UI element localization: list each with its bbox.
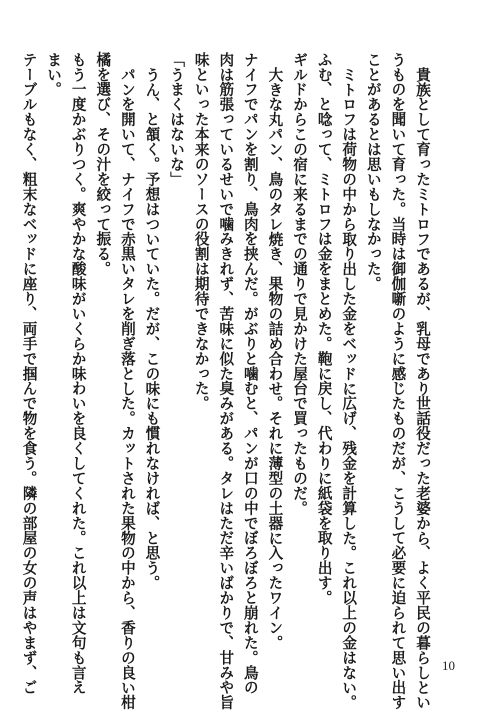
text-line-1: 貴族として育ったミトロフであるが、乳母であり世話役だった老婆から、よく平民の暮らしとい: [414, 66, 431, 710]
text-line-10: 味といった本来のソースの役割は期待できなかった。: [192, 52, 210, 411]
text-line-7: 大きな丸パン、鳥のタレ焼き、果物の詰め合わせ。それに薄型の土器に入ったワイン。: [266, 66, 284, 650]
page-number: 10: [442, 658, 455, 673]
text-line-12: うん、と頷く。予想はついていた。だが、この味にも慣れなければ、と思う。: [143, 66, 161, 590]
text-line-13: パンを開いて、ナイフで赤黒いタレを削ぎ落とした。カットされた果物の中から、香りの良い柑: [118, 66, 136, 710]
text-line-15: もう一度かぶりつく。爽やかな酸味がいくらか味わいを良くしてくれた。これ以上は文句も言え: [69, 52, 87, 695]
text-line-6: ギルドからこの宿に来るまでの通りで見かけた屋台で買ったものだ。: [291, 52, 309, 516]
text-line-3: ことがあるとは思いもしなかった。: [364, 52, 382, 292]
text-line-17: テーブルもなく、粗末なベッドに座り、両手で掴んで物を食う。隣の部屋の女の声はやまず、ご: [20, 52, 38, 695]
text-line-11: 「うまくはないな」: [168, 52, 186, 187]
text-line-5: ふむ、と唸って、ミトロフは金をまとめた。鞄に戻し、代わりに紙袋を取り出す。: [315, 52, 333, 606]
text-line-2: うものを聞いて育った。当時は御伽噺のように感じたものだが、こうして必要に迫られて思い出す: [389, 52, 407, 710]
text-line-16: まい。: [45, 52, 63, 97]
text-line-4: ミトロフは荷物の中から取り出した金をベッドに広げ、残金を計算した。これ以上の金はない。: [340, 66, 358, 710]
text-line-8: ナイフでパンを割り、鳥肉を挟んだ。がぶりと噛むと、パンが口の中でぼろぼろと崩れた。鳥の: [241, 52, 259, 695]
text-line-14: 橘を選び、その汁を絞って振る。: [94, 52, 112, 277]
vertical-text-block: [16, 52, 434, 710]
text-line-9: 肉は筋張っているせいで噛みきれず、苦味に似た臭みがある。タレはただ辛いばかりで、甘みや旨: [217, 52, 235, 710]
